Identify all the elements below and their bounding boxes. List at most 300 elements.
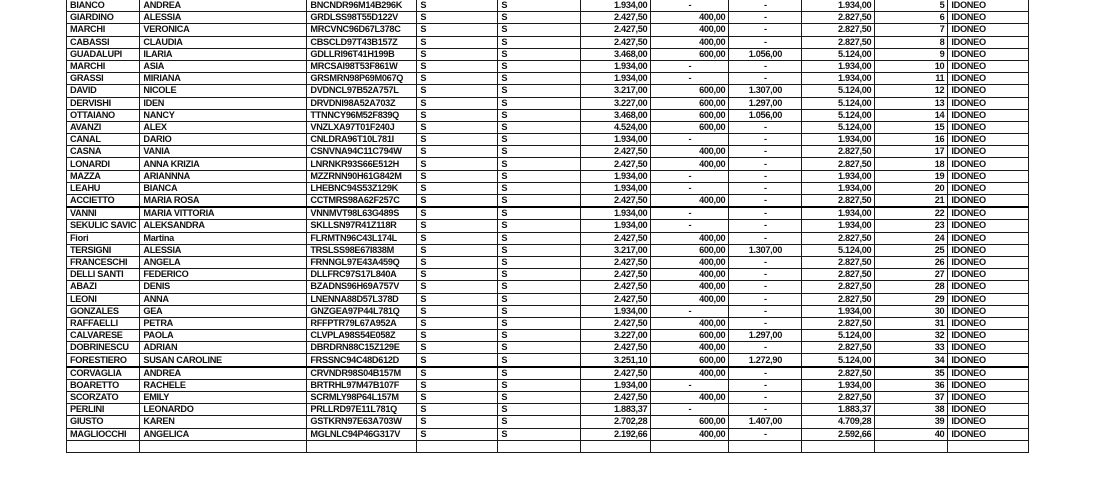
spreadsheet-page bbox=[66, 0, 1029, 453]
extra-amount-2-cell: - bbox=[729, 158, 802, 170]
extra-amount-2-cell: - bbox=[729, 182, 802, 194]
base-amount-cell: 1.934,00 bbox=[581, 60, 651, 72]
rank-position-cell: 37 bbox=[875, 392, 948, 404]
extra-amount-1-cell: - bbox=[651, 0, 729, 12]
base-amount-cell: 2.427,50 bbox=[581, 317, 651, 329]
total-amount-cell: 2.827,50 bbox=[802, 293, 875, 305]
first-name-cell: MIRIANA bbox=[140, 73, 307, 85]
flag-cell-1: S bbox=[417, 305, 498, 317]
surname-cell: DOBRINESCU bbox=[67, 342, 140, 354]
extra-amount-2-cell: - bbox=[729, 207, 802, 220]
outcome-cell: IDONEO bbox=[948, 24, 1029, 36]
outcome-cell: IDONEO bbox=[948, 317, 1029, 329]
surname-cell: GIARDINO bbox=[67, 12, 140, 24]
base-amount-cell: 1.934,00 bbox=[581, 182, 651, 194]
surname-cell: MAZZA bbox=[67, 170, 140, 182]
base-amount-cell: 2.427,50 bbox=[581, 256, 651, 268]
flag-cell-1: S bbox=[417, 293, 498, 305]
flag-cell-1: S bbox=[417, 109, 498, 121]
first-name-cell: ALEKSANDRA bbox=[140, 220, 307, 232]
base-amount-cell: 3.227,00 bbox=[581, 97, 651, 109]
extra-amount-2-cell: 1.297,00 bbox=[729, 330, 802, 342]
first-name-cell: PAOLA bbox=[140, 330, 307, 342]
extra-amount-1-cell: 600,00 bbox=[651, 109, 729, 121]
base-amount-cell: 2.427,50 bbox=[581, 281, 651, 293]
first-name-cell: IDEN bbox=[140, 97, 307, 109]
fiscal-code-cell: LHEBNC94S53Z129K bbox=[307, 182, 417, 194]
empty-cell bbox=[140, 440, 307, 452]
flag-cell-1: S bbox=[417, 85, 498, 97]
base-amount-cell: 3.468,00 bbox=[581, 48, 651, 60]
flag-cell-1: S bbox=[417, 182, 498, 194]
outcome-cell: IDONEO bbox=[948, 146, 1029, 158]
total-amount-cell: 2.827,50 bbox=[802, 158, 875, 170]
total-amount-cell: 2.827,50 bbox=[802, 317, 875, 329]
outcome-cell: IDONEO bbox=[948, 293, 1029, 305]
flag-cell-1: S bbox=[417, 207, 498, 220]
flag-cell-2: S bbox=[498, 134, 581, 146]
extra-amount-2-cell: - bbox=[729, 36, 802, 48]
flag-cell-1: S bbox=[417, 281, 498, 293]
rank-position-cell: 40 bbox=[875, 428, 948, 440]
rank-position-cell: 11 bbox=[875, 73, 948, 85]
table-row bbox=[67, 207, 1029, 220]
outcome-cell: IDONEO bbox=[948, 354, 1029, 367]
extra-amount-1-cell: 400,00 bbox=[651, 269, 729, 281]
flag-cell-1: S bbox=[417, 158, 498, 170]
surname-cell: OTTAIANO bbox=[67, 109, 140, 121]
fiscal-code-cell: LNENNA88D57L378D bbox=[307, 293, 417, 305]
first-name-cell: MARIA ROSA bbox=[140, 195, 307, 208]
surname-cell: CASNA bbox=[67, 146, 140, 158]
total-amount-cell: 5.124,00 bbox=[802, 109, 875, 121]
rank-position-cell: 24 bbox=[875, 232, 948, 244]
base-amount-cell: 2.427,50 bbox=[581, 232, 651, 244]
total-amount-cell: 1.934,00 bbox=[802, 73, 875, 85]
total-amount-cell: 5.124,00 bbox=[802, 85, 875, 97]
first-name-cell: KAREN bbox=[140, 416, 307, 428]
flag-cell-1: S bbox=[417, 367, 498, 380]
extra-amount-2-cell: - bbox=[729, 146, 802, 158]
flag-cell-1: S bbox=[417, 317, 498, 329]
base-amount-cell: 2.702,28 bbox=[581, 416, 651, 428]
fiscal-code-cell: DRVDNI98A52A703Z bbox=[307, 97, 417, 109]
table-row bbox=[67, 244, 1029, 256]
fiscal-code-cell: BNCNDR96M14B296K bbox=[307, 0, 417, 12]
outcome-cell: IDONEO bbox=[948, 0, 1029, 12]
total-amount-cell: 5.124,00 bbox=[802, 244, 875, 256]
first-name-cell: ASIA bbox=[140, 60, 307, 72]
flag-cell-2: S bbox=[498, 60, 581, 72]
flag-cell-1: S bbox=[417, 195, 498, 208]
base-amount-cell: 3.251,10 bbox=[581, 354, 651, 367]
surname-cell: AVANZI bbox=[67, 121, 140, 133]
base-amount-cell: 2.427,50 bbox=[581, 392, 651, 404]
flag-cell-1: S bbox=[417, 220, 498, 232]
table-row bbox=[67, 220, 1029, 232]
surname-cell: CALVARESE bbox=[67, 330, 140, 342]
first-name-cell: ARIANNNA bbox=[140, 170, 307, 182]
outcome-cell: IDONEO bbox=[948, 73, 1029, 85]
surname-cell: LONARDI bbox=[67, 158, 140, 170]
fiscal-code-cell: PRLLRD97E11L781Q bbox=[307, 404, 417, 416]
base-amount-cell: 1.934,00 bbox=[581, 0, 651, 12]
first-name-cell: NANCY bbox=[140, 109, 307, 121]
first-name-cell: SUSAN CAROLINE bbox=[140, 354, 307, 367]
flag-cell-2: S bbox=[498, 0, 581, 12]
flag-cell-1: S bbox=[417, 232, 498, 244]
extra-amount-2-cell: - bbox=[729, 195, 802, 208]
rank-position-cell: 31 bbox=[875, 317, 948, 329]
surname-cell: GIUSTO bbox=[67, 416, 140, 428]
extra-amount-2-cell: - bbox=[729, 73, 802, 85]
extra-amount-1-cell: 600,00 bbox=[651, 330, 729, 342]
base-amount-cell: 3.217,00 bbox=[581, 244, 651, 256]
first-name-cell: GEA bbox=[140, 305, 307, 317]
extra-amount-2-cell: - bbox=[729, 281, 802, 293]
outcome-cell: IDONEO bbox=[948, 281, 1029, 293]
extra-amount-1-cell: 400,00 bbox=[651, 195, 729, 208]
extra-amount-2-cell: 1.056,00 bbox=[729, 48, 802, 60]
surname-cell: SEKULIC SAVIC bbox=[67, 220, 140, 232]
fiscal-code-cell: TRSLSS98E67I838M bbox=[307, 244, 417, 256]
extra-amount-1-cell: - bbox=[651, 73, 729, 85]
outcome-cell: IDONEO bbox=[948, 379, 1029, 391]
base-amount-cell: 1.883,37 bbox=[581, 404, 651, 416]
total-amount-cell: 2.827,50 bbox=[802, 12, 875, 24]
flag-cell-1: S bbox=[417, 12, 498, 24]
surname-cell: CANAL bbox=[67, 134, 140, 146]
fiscal-code-cell: LNRNKR93S66E512H bbox=[307, 158, 417, 170]
outcome-cell: IDONEO bbox=[948, 85, 1029, 97]
extra-amount-1-cell: - bbox=[651, 404, 729, 416]
extra-amount-2-cell: - bbox=[729, 379, 802, 391]
flag-cell-2: S bbox=[498, 244, 581, 256]
flag-cell-1: S bbox=[417, 354, 498, 367]
first-name-cell: DARIO bbox=[140, 134, 307, 146]
surname-cell: DAVID bbox=[67, 85, 140, 97]
fiscal-code-cell: GNZGEA97P44L781Q bbox=[307, 305, 417, 317]
extra-amount-1-cell: - bbox=[651, 134, 729, 146]
rank-position-cell: 19 bbox=[875, 170, 948, 182]
extra-amount-2-cell: - bbox=[729, 428, 802, 440]
base-amount-cell: 1.934,00 bbox=[581, 220, 651, 232]
empty-cell bbox=[651, 440, 729, 452]
flag-cell-2: S bbox=[498, 195, 581, 208]
table-row bbox=[67, 146, 1029, 158]
total-amount-cell: 2.827,50 bbox=[802, 195, 875, 208]
flag-cell-2: S bbox=[498, 317, 581, 329]
total-amount-cell: 2.827,50 bbox=[802, 24, 875, 36]
empty-cell bbox=[875, 440, 948, 452]
rank-position-cell: 9 bbox=[875, 48, 948, 60]
outcome-cell: IDONEO bbox=[948, 134, 1029, 146]
base-amount-cell: 4.524,00 bbox=[581, 121, 651, 133]
extra-amount-2-cell: - bbox=[729, 220, 802, 232]
fiscal-code-cell: VNNMVT98L63G489S bbox=[307, 207, 417, 220]
flag-cell-1: S bbox=[417, 24, 498, 36]
flag-cell-2: S bbox=[498, 256, 581, 268]
fiscal-code-cell: GRSMRN98P69M067Q bbox=[307, 73, 417, 85]
extra-amount-1-cell: 400,00 bbox=[651, 428, 729, 440]
rank-position-cell: 14 bbox=[875, 109, 948, 121]
total-amount-cell: 1.934,00 bbox=[802, 182, 875, 194]
total-amount-cell: 2.827,50 bbox=[802, 342, 875, 354]
table-row bbox=[67, 269, 1029, 281]
first-name-cell: ANNA KRIZIA bbox=[140, 158, 307, 170]
outcome-cell: IDONEO bbox=[948, 428, 1029, 440]
extra-amount-2-cell: - bbox=[729, 121, 802, 133]
total-amount-cell: 1.934,00 bbox=[802, 379, 875, 391]
rank-position-cell: 17 bbox=[875, 146, 948, 158]
outcome-cell: IDONEO bbox=[948, 342, 1029, 354]
base-amount-cell: 2.192,66 bbox=[581, 428, 651, 440]
first-name-cell: ANGELICA bbox=[140, 428, 307, 440]
empty-cell bbox=[67, 440, 140, 452]
first-name-cell: ANGELA bbox=[140, 256, 307, 268]
fiscal-code-cell: BRTRHL97M47B107F bbox=[307, 379, 417, 391]
table-row bbox=[67, 232, 1029, 244]
outcome-cell: IDONEO bbox=[948, 244, 1029, 256]
fiscal-code-cell: SCRMLY98P64L157M bbox=[307, 392, 417, 404]
flag-cell-1: S bbox=[417, 342, 498, 354]
flag-cell-2: S bbox=[498, 379, 581, 391]
total-amount-cell: 5.124,00 bbox=[802, 121, 875, 133]
fiscal-code-cell: GSTKRN97E63A703W bbox=[307, 416, 417, 428]
surname-cell: RAFFAELLI bbox=[67, 317, 140, 329]
total-amount-cell: 1.934,00 bbox=[802, 170, 875, 182]
flag-cell-1: S bbox=[417, 392, 498, 404]
flag-cell-1: S bbox=[417, 97, 498, 109]
table-row bbox=[67, 195, 1029, 208]
extra-amount-2-cell: - bbox=[729, 392, 802, 404]
total-amount-cell: 5.124,00 bbox=[802, 48, 875, 60]
rank-position-cell: 21 bbox=[875, 195, 948, 208]
extra-amount-2-cell: - bbox=[729, 12, 802, 24]
total-amount-cell: 1.934,00 bbox=[802, 134, 875, 146]
first-name-cell: ALESSIA bbox=[140, 12, 307, 24]
table-row bbox=[67, 305, 1029, 317]
base-amount-cell: 1.934,00 bbox=[581, 134, 651, 146]
rank-position-cell: 29 bbox=[875, 293, 948, 305]
surname-cell: SCORZATO bbox=[67, 392, 140, 404]
surname-cell: DELLI SANTI bbox=[67, 269, 140, 281]
extra-amount-1-cell: 600,00 bbox=[651, 48, 729, 60]
first-name-cell: VERONICA bbox=[140, 24, 307, 36]
rank-position-cell: 28 bbox=[875, 281, 948, 293]
flag-cell-1: S bbox=[417, 121, 498, 133]
surname-cell: FORESTIERO bbox=[67, 354, 140, 367]
flag-cell-2: S bbox=[498, 269, 581, 281]
total-amount-cell: 1.934,00 bbox=[802, 207, 875, 220]
extra-amount-2-cell: - bbox=[729, 24, 802, 36]
rank-position-cell: 27 bbox=[875, 269, 948, 281]
table-row bbox=[67, 379, 1029, 391]
flag-cell-1: S bbox=[417, 330, 498, 342]
extra-amount-2-cell: 1.272,90 bbox=[729, 354, 802, 367]
extra-amount-2-cell: 1.307,00 bbox=[729, 85, 802, 97]
rank-position-cell: 32 bbox=[875, 330, 948, 342]
surname-cell: BOARETTO bbox=[67, 379, 140, 391]
rank-position-cell: 33 bbox=[875, 342, 948, 354]
extra-amount-1-cell: - bbox=[651, 182, 729, 194]
base-amount-cell: 3.468,00 bbox=[581, 109, 651, 121]
total-amount-cell: 5.124,00 bbox=[802, 97, 875, 109]
flag-cell-1: S bbox=[417, 73, 498, 85]
table-row bbox=[67, 182, 1029, 194]
surname-cell: ABAZI bbox=[67, 281, 140, 293]
fiscal-code-cell: DBRDRN88C15Z129E bbox=[307, 342, 417, 354]
first-name-cell: CLAUDIA bbox=[140, 36, 307, 48]
extra-amount-1-cell: - bbox=[651, 170, 729, 182]
first-name-cell: ADRIAN bbox=[140, 342, 307, 354]
outcome-cell: IDONEO bbox=[948, 269, 1029, 281]
flag-cell-2: S bbox=[498, 232, 581, 244]
rank-position-cell: 13 bbox=[875, 97, 948, 109]
surname-cell: GONZALES bbox=[67, 305, 140, 317]
flag-cell-2: S bbox=[498, 121, 581, 133]
fiscal-code-cell: DVDNCL97B52A757L bbox=[307, 85, 417, 97]
total-amount-cell: 4.709,28 bbox=[802, 416, 875, 428]
flag-cell-2: S bbox=[498, 428, 581, 440]
ranking-table bbox=[66, 0, 1029, 453]
extra-amount-2-cell: 1.307,00 bbox=[729, 244, 802, 256]
rank-position-cell: 39 bbox=[875, 416, 948, 428]
flag-cell-1: S bbox=[417, 428, 498, 440]
outcome-cell: IDONEO bbox=[948, 60, 1029, 72]
flag-cell-1: S bbox=[417, 256, 498, 268]
fiscal-code-cell: CBSCLD97T43B157Z bbox=[307, 36, 417, 48]
fiscal-code-cell: GDLLRI96T41H199B bbox=[307, 48, 417, 60]
surname-cell: GUADALUPI bbox=[67, 48, 140, 60]
table-row-empty bbox=[67, 440, 1029, 452]
fiscal-code-cell: MRCSAI98T53F861W bbox=[307, 60, 417, 72]
total-amount-cell: 2.827,50 bbox=[802, 36, 875, 48]
surname-cell: MAGLIOCCHI bbox=[67, 428, 140, 440]
surname-cell: MARCHI bbox=[67, 60, 140, 72]
outcome-cell: IDONEO bbox=[948, 232, 1029, 244]
surname-cell: CABASSI bbox=[67, 36, 140, 48]
extra-amount-1-cell: 600,00 bbox=[651, 354, 729, 367]
flag-cell-1: S bbox=[417, 48, 498, 60]
extra-amount-2-cell: - bbox=[729, 60, 802, 72]
total-amount-cell: 1.934,00 bbox=[802, 0, 875, 12]
extra-amount-1-cell: - bbox=[651, 379, 729, 391]
table-row bbox=[67, 48, 1029, 60]
fiscal-code-cell: CLVPLA98S54E058Z bbox=[307, 330, 417, 342]
outcome-cell: IDONEO bbox=[948, 330, 1029, 342]
base-amount-cell: 1.934,00 bbox=[581, 305, 651, 317]
rank-position-cell: 5 bbox=[875, 0, 948, 12]
extra-amount-1-cell: 400,00 bbox=[651, 256, 729, 268]
extra-amount-1-cell: 400,00 bbox=[651, 12, 729, 24]
flag-cell-2: S bbox=[498, 342, 581, 354]
surname-cell: TERSIGNI bbox=[67, 244, 140, 256]
flag-cell-2: S bbox=[498, 146, 581, 158]
total-amount-cell: 1.934,00 bbox=[802, 220, 875, 232]
extra-amount-1-cell: - bbox=[651, 207, 729, 220]
first-name-cell: ANDREA bbox=[140, 0, 307, 12]
empty-cell bbox=[729, 440, 802, 452]
empty-cell bbox=[581, 440, 651, 452]
table-row bbox=[67, 404, 1029, 416]
flag-cell-2: S bbox=[498, 281, 581, 293]
flag-cell-2: S bbox=[498, 416, 581, 428]
rank-position-cell: 10 bbox=[875, 60, 948, 72]
first-name-cell: EMILY bbox=[140, 392, 307, 404]
first-name-cell: ILARIA bbox=[140, 48, 307, 60]
outcome-cell: IDONEO bbox=[948, 12, 1029, 24]
flag-cell-2: S bbox=[498, 158, 581, 170]
table-row bbox=[67, 428, 1029, 440]
flag-cell-2: S bbox=[498, 392, 581, 404]
base-amount-cell: 2.427,50 bbox=[581, 269, 651, 281]
rank-position-cell: 8 bbox=[875, 36, 948, 48]
first-name-cell: Martina bbox=[140, 232, 307, 244]
fiscal-code-cell: MGLNLC94P46G317V bbox=[307, 428, 417, 440]
outcome-cell: IDONEO bbox=[948, 256, 1029, 268]
fiscal-code-cell: MRCVNC96D67L378C bbox=[307, 24, 417, 36]
flag-cell-1: S bbox=[417, 146, 498, 158]
empty-cell bbox=[307, 440, 417, 452]
fiscal-code-cell: GRDLSS98T55D122V bbox=[307, 12, 417, 24]
extra-amount-1-cell: 400,00 bbox=[651, 342, 729, 354]
table-row bbox=[67, 73, 1029, 85]
flag-cell-2: S bbox=[498, 73, 581, 85]
total-amount-cell: 1.934,00 bbox=[802, 60, 875, 72]
table-row bbox=[67, 293, 1029, 305]
rank-position-cell: 38 bbox=[875, 404, 948, 416]
first-name-cell: ALEX bbox=[140, 121, 307, 133]
outcome-cell: IDONEO bbox=[948, 36, 1029, 48]
surname-cell: LEAHU bbox=[67, 182, 140, 194]
extra-amount-2-cell: 1.407,00 bbox=[729, 416, 802, 428]
first-name-cell: NICOLE bbox=[140, 85, 307, 97]
fiscal-code-cell: RFFPTR79L67A952A bbox=[307, 317, 417, 329]
table-row bbox=[67, 109, 1029, 121]
rank-position-cell: 36 bbox=[875, 379, 948, 391]
base-amount-cell: 1.934,00 bbox=[581, 170, 651, 182]
base-amount-cell: 2.427,50 bbox=[581, 12, 651, 24]
fiscal-code-cell: CRVNDR98S04B157M bbox=[307, 367, 417, 380]
table-row bbox=[67, 85, 1029, 97]
extra-amount-1-cell: - bbox=[651, 220, 729, 232]
table-row bbox=[67, 36, 1029, 48]
fiscal-code-cell: FRNNGL97E43A459Q bbox=[307, 256, 417, 268]
flag-cell-1: S bbox=[417, 134, 498, 146]
fiscal-code-cell: CNLDRA96T10L781I bbox=[307, 134, 417, 146]
first-name-cell: RACHELE bbox=[140, 379, 307, 391]
outcome-cell: IDONEO bbox=[948, 392, 1029, 404]
surname-cell: GRASSI bbox=[67, 73, 140, 85]
flag-cell-1: S bbox=[417, 0, 498, 12]
flag-cell-2: S bbox=[498, 207, 581, 220]
rank-position-cell: 20 bbox=[875, 182, 948, 194]
table-row bbox=[67, 60, 1029, 72]
first-name-cell: PETRA bbox=[140, 317, 307, 329]
flag-cell-2: S bbox=[498, 305, 581, 317]
flag-cell-2: S bbox=[498, 330, 581, 342]
base-amount-cell: 3.217,00 bbox=[581, 85, 651, 97]
table-row bbox=[67, 281, 1029, 293]
table-row bbox=[67, 24, 1029, 36]
extra-amount-1-cell: 600,00 bbox=[651, 85, 729, 97]
table-row bbox=[67, 170, 1029, 182]
table-row bbox=[67, 317, 1029, 329]
rank-position-cell: 30 bbox=[875, 305, 948, 317]
flag-cell-1: S bbox=[417, 416, 498, 428]
surname-cell: Fiori bbox=[67, 232, 140, 244]
